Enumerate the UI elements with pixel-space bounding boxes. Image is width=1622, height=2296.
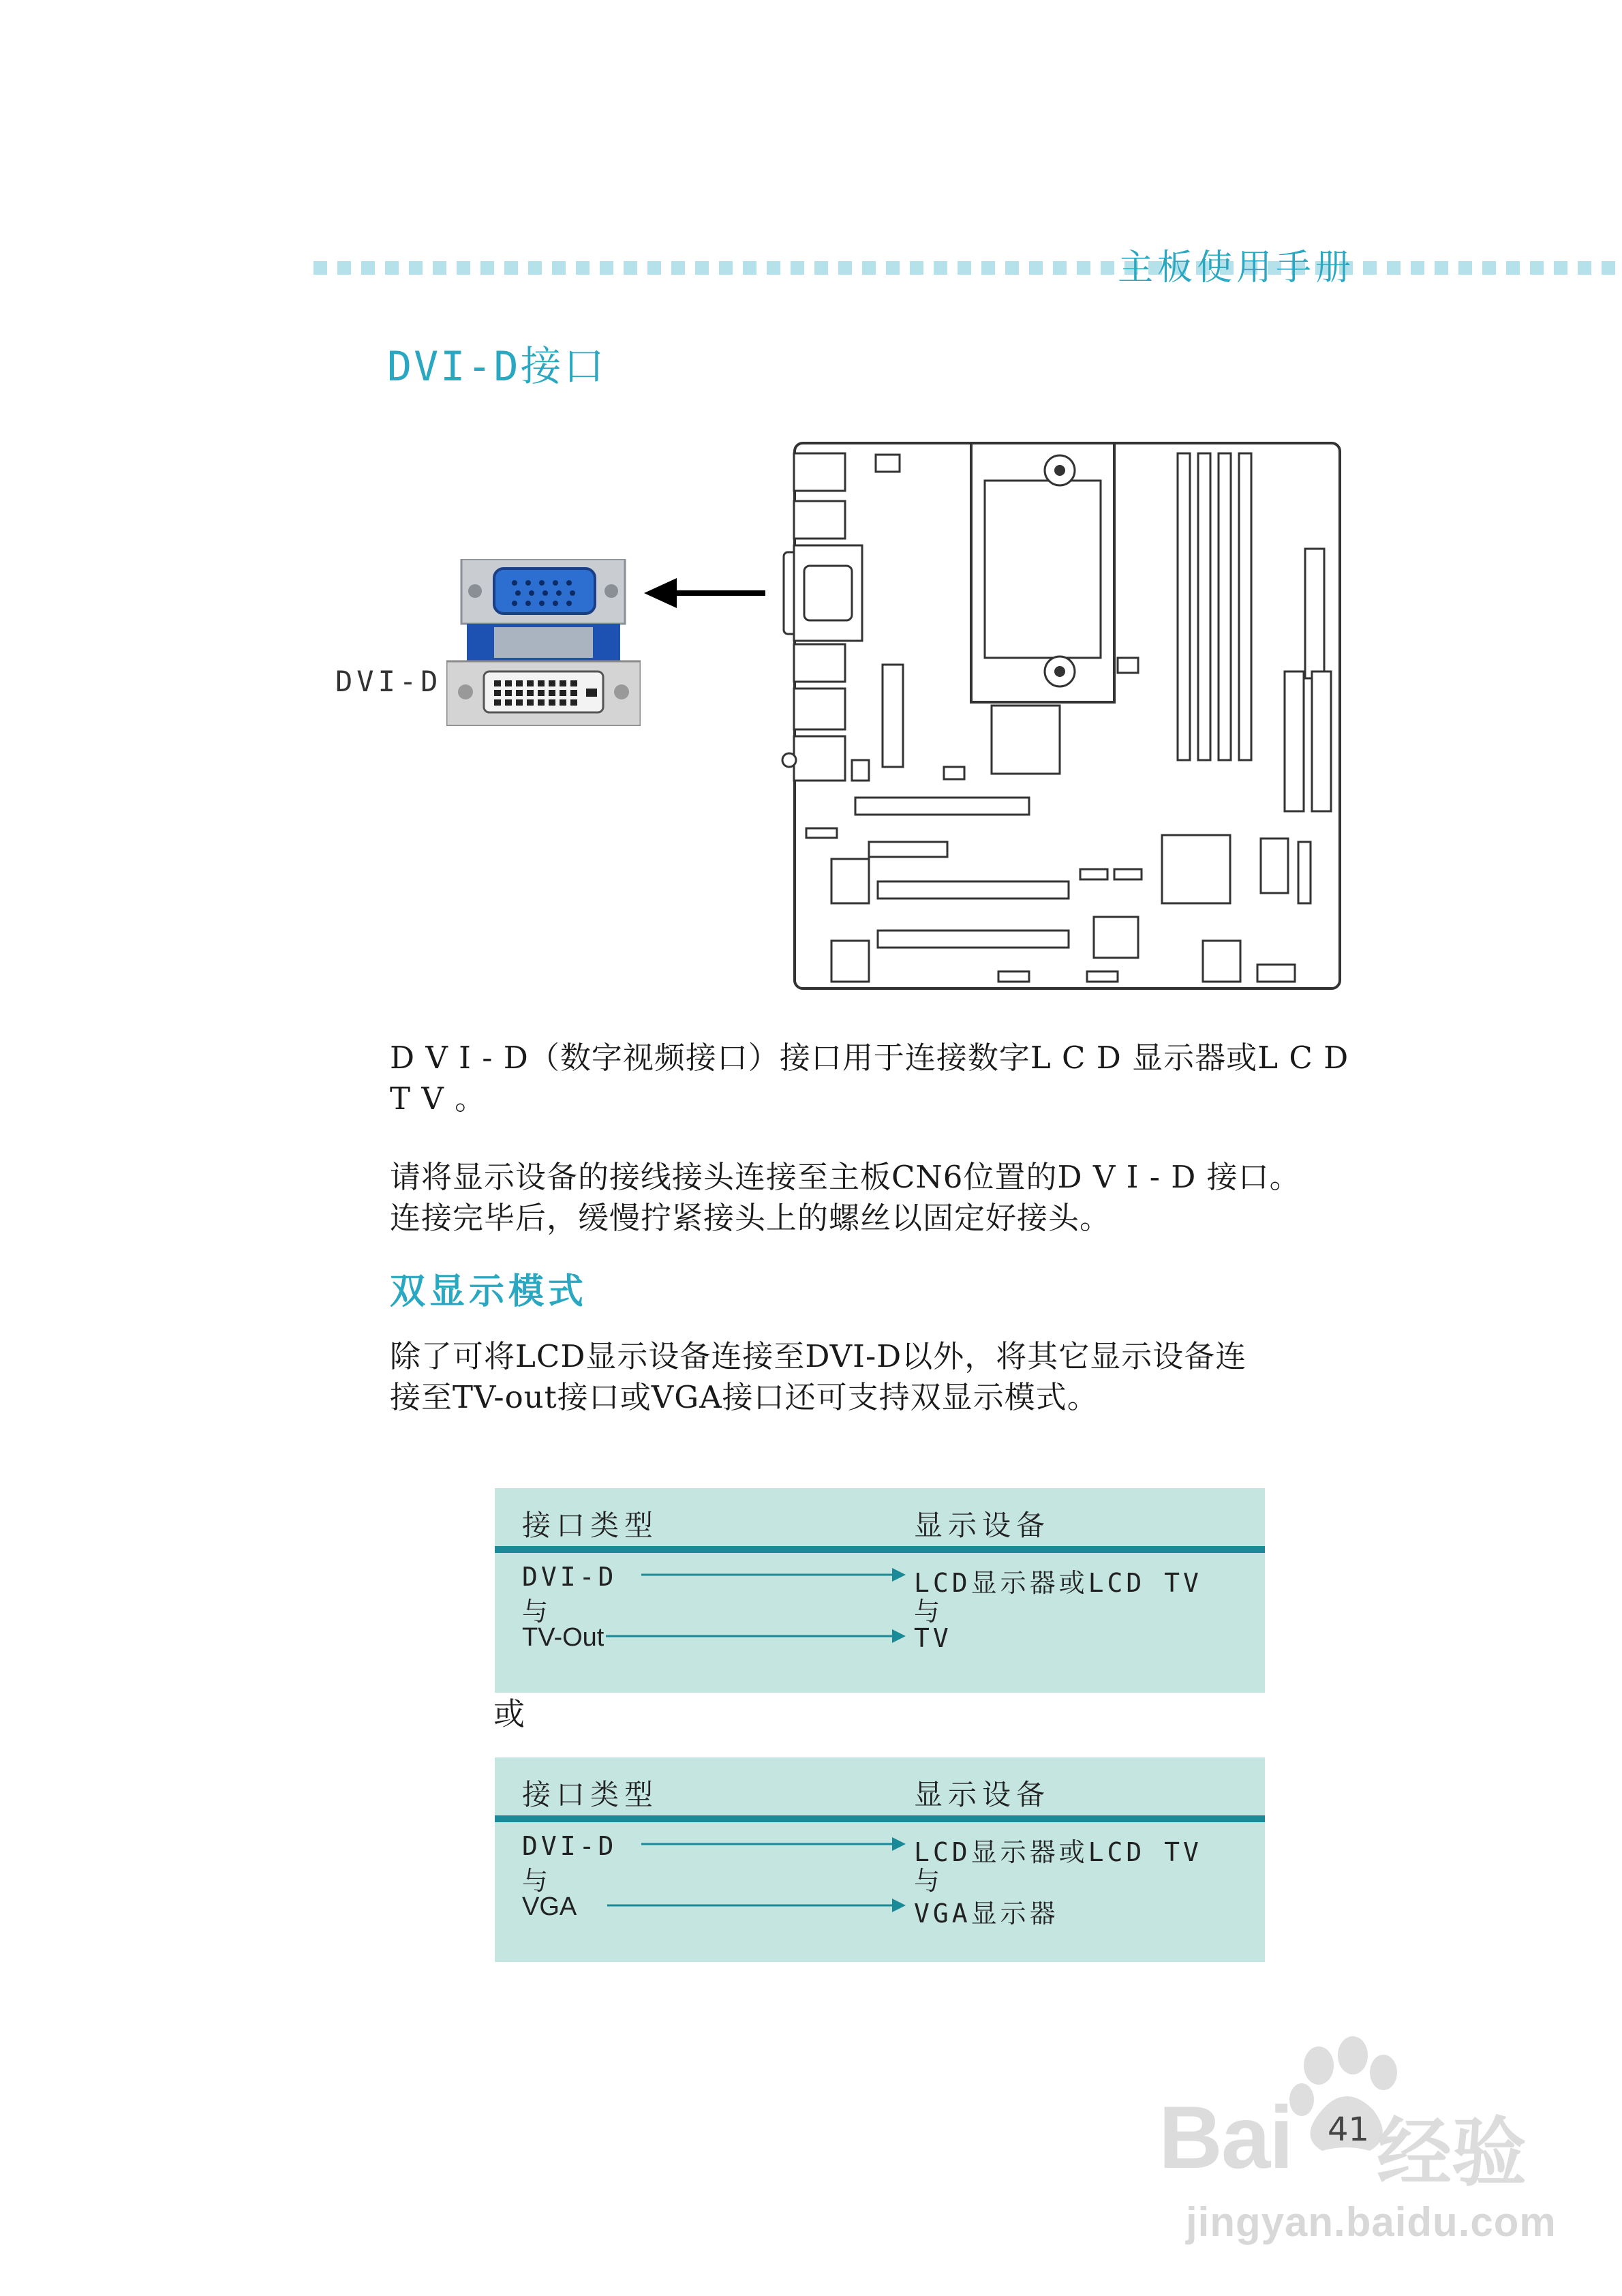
paragraph-line: 接至TV-out接口或VGA接口还可支持双显示模式。 — [390, 1379, 1099, 1415]
row2-port: VGA — [522, 1892, 577, 1921]
or-label: 或 — [493, 1695, 525, 1732]
motherboard-diagram — [767, 440, 1346, 995]
paragraph-line: 连接完毕后，缓慢拧紧接头上的螺丝以固定好接头。 — [390, 1200, 1112, 1236]
mapping-arrow — [641, 1565, 907, 1585]
dual-display-table-tvout — [495, 1488, 1265, 1693]
row1-port: DVI-D — [522, 1562, 617, 1592]
watermark-brand: Bai — [1159, 2087, 1293, 2187]
col-header-display-device: 显示设备 — [914, 1509, 1051, 1542]
subsection-title: 双显示模式 — [390, 1271, 588, 1312]
mapping-arrow — [641, 1834, 907, 1854]
row1-device: LCD显示器或LCD TV — [914, 1837, 1202, 1867]
paragraph-dual-display — [390, 1336, 1378, 1418]
row2-port: TV-Out — [522, 1623, 605, 1652]
row-connector-word: 与 — [914, 1597, 944, 1627]
mapping-arrow — [606, 1626, 907, 1646]
row2-device: VGA显示器 — [914, 1899, 1059, 1929]
row-connector-word: 与 — [522, 1866, 552, 1896]
col-header-port-type: 接口类型 — [522, 1509, 659, 1542]
mapping-arrow — [607, 1895, 907, 1916]
row-connector-word: 与 — [522, 1597, 552, 1627]
row1-device: LCD显示器或LCD TV — [914, 1568, 1202, 1598]
manual-title: 主板使用手册 — [1118, 247, 1356, 288]
pointer-arrow — [644, 576, 767, 610]
row-connector-word: 与 — [914, 1866, 944, 1896]
paragraph-line: 除了可将LCD显示设备连接至DVI-D以外，将其它显示设备连 — [390, 1338, 1247, 1374]
header-dot-rule — [313, 261, 1622, 276]
watermark-brand-cn: 经验 — [1377, 2109, 1527, 2196]
col-header-port-type: 接口类型 — [522, 1778, 659, 1811]
row2-device: TV — [914, 1623, 952, 1653]
page-number: 41 — [1328, 2111, 1370, 2149]
section-title: DVI-D接口 — [387, 343, 607, 391]
row1-port: DVI-D — [522, 1831, 617, 1861]
paragraph-connect-instructions — [390, 1157, 1378, 1239]
dvi-d-label: DVI-D — [335, 665, 442, 698]
connector-photo — [446, 559, 641, 726]
watermark-url: jingyan.baidu.com — [1186, 2199, 1557, 2245]
paragraph-line: T V 。 — [390, 1081, 487, 1117]
paragraph-line: D V I - D（数字视频接口）接口用于连接数字L C D 显示器或L C D — [390, 1040, 1349, 1076]
header-rule — [495, 1546, 1265, 1553]
paragraph-line: 请将显示设备的接线接头连接至主板CN6位置的D V I - D 接口。 — [390, 1159, 1301, 1195]
header-rule — [495, 1815, 1265, 1822]
paragraph-dvi-intro — [390, 1038, 1378, 1119]
dual-display-table-vga — [495, 1757, 1265, 1962]
col-header-display-device: 显示设备 — [914, 1778, 1051, 1811]
